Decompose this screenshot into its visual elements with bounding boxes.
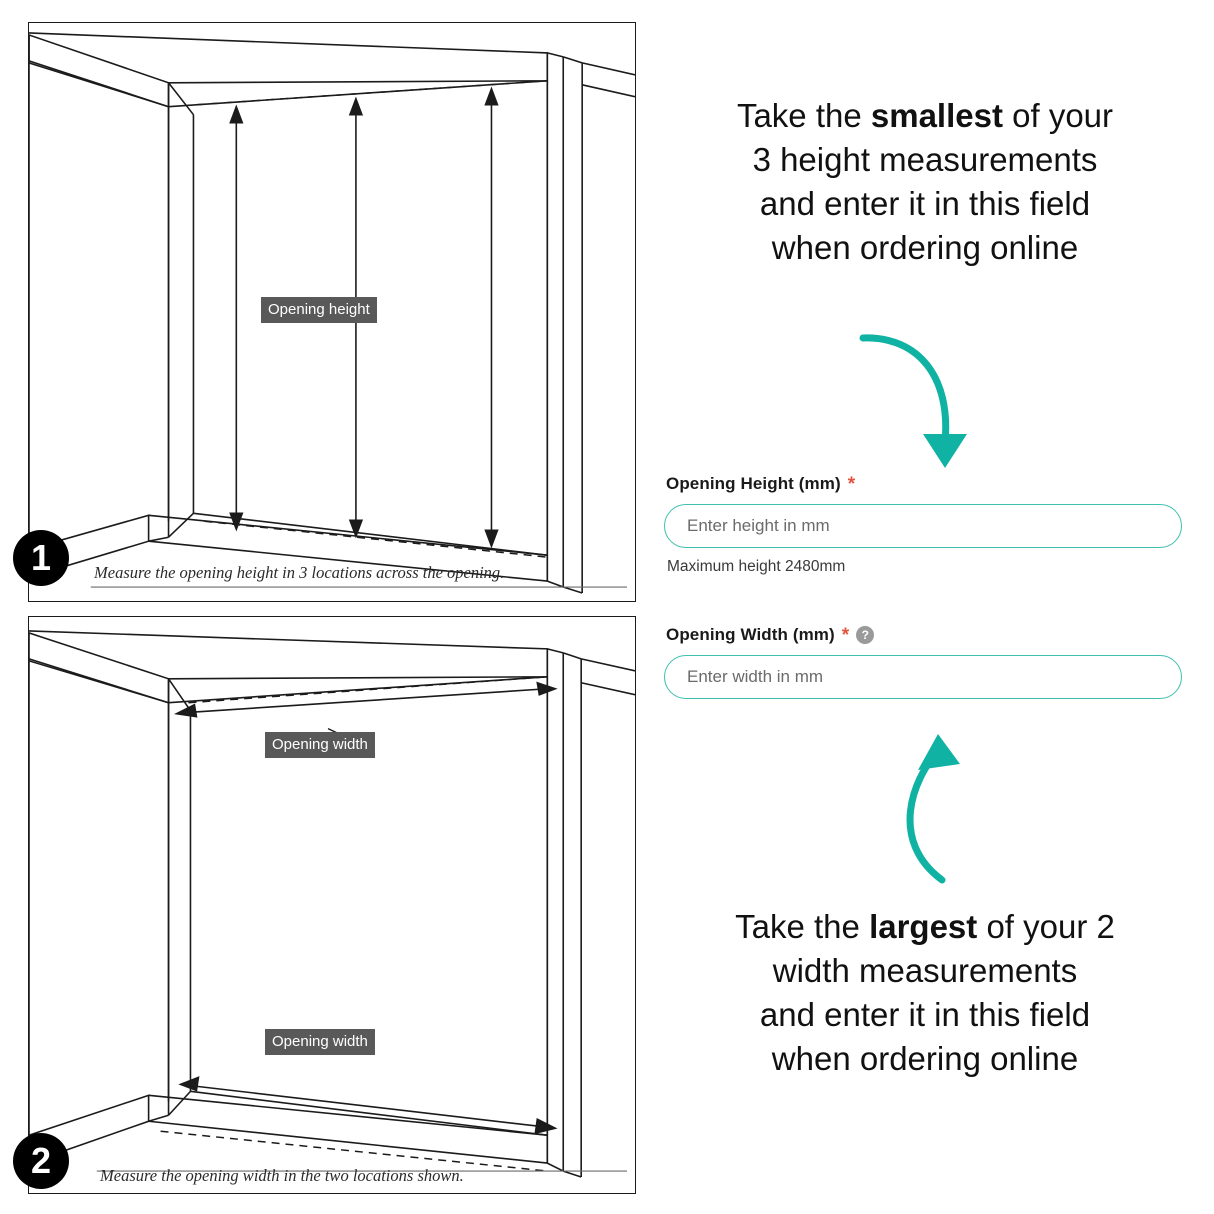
instruction-width-emphasis: largest [869, 908, 978, 945]
instruction-width-line-2: width measurements [772, 951, 1078, 989]
caption-step-2: Measure the opening width in the two locations shown. [100, 1166, 464, 1185]
dimension-label-opening-height: Opening height [261, 297, 377, 323]
label-opening-height [666, 474, 1184, 494]
opening-width-input[interactable] [664, 655, 1182, 699]
instruction-text-width [660, 905, 1190, 1081]
instruction-width-line-3: and enter it in this field [759, 995, 1091, 1033]
instruction-height-line1-part1: Take the [736, 97, 871, 134]
instruction-height-line1-part2: of your [1002, 97, 1114, 134]
instruction-width-line1-part2: of your 2 [977, 908, 1115, 945]
curved-arrow-up-icon [880, 728, 1010, 888]
step-badge-2: 2 [13, 1133, 69, 1189]
instruction-height-line-3: and enter it in this field [759, 184, 1091, 222]
label-opening-height-text: Opening Height (mm) [666, 474, 841, 493]
helper-text-maximum-height: Maximum height 2480mm [667, 558, 846, 575]
field-group-opening-height [664, 474, 1184, 576]
opening-height-input[interactable] [664, 504, 1182, 548]
instruction-width-line-1 [660, 905, 1190, 949]
required-asterisk-width: * [841, 624, 850, 646]
help-circle-icon[interactable]: ? [856, 626, 874, 644]
diagram-panel-step-2 [28, 616, 636, 1194]
required-asterisk-height: * [847, 473, 856, 495]
field-group-opening-width [664, 625, 1184, 699]
curved-arrow-down-icon [855, 330, 985, 480]
label-opening-width [666, 625, 1184, 645]
label-opening-width-text: Opening Width (mm) [666, 625, 835, 644]
dimension-label-opening-width-bottom: Opening width [265, 1029, 375, 1055]
opening-width-illustration [29, 617, 635, 1193]
step-badge-1: 1 [13, 530, 69, 586]
instruction-height-line-1 [660, 94, 1190, 138]
dimension-label-opening-width-top: Opening width [265, 732, 375, 758]
instruction-width-line-4: when ordering online [771, 1039, 1079, 1077]
instruction-text-height [660, 94, 1190, 270]
instruction-width-line1-part1: Take the [735, 908, 870, 945]
instruction-height-line-4: when ordering online [771, 228, 1079, 266]
instruction-height-line-2: 3 height measurements [752, 140, 1098, 178]
instruction-height-emphasis: smallest [870, 97, 1003, 134]
caption-step-1: Measure the opening height in 3 locations across the opening. [94, 563, 505, 582]
